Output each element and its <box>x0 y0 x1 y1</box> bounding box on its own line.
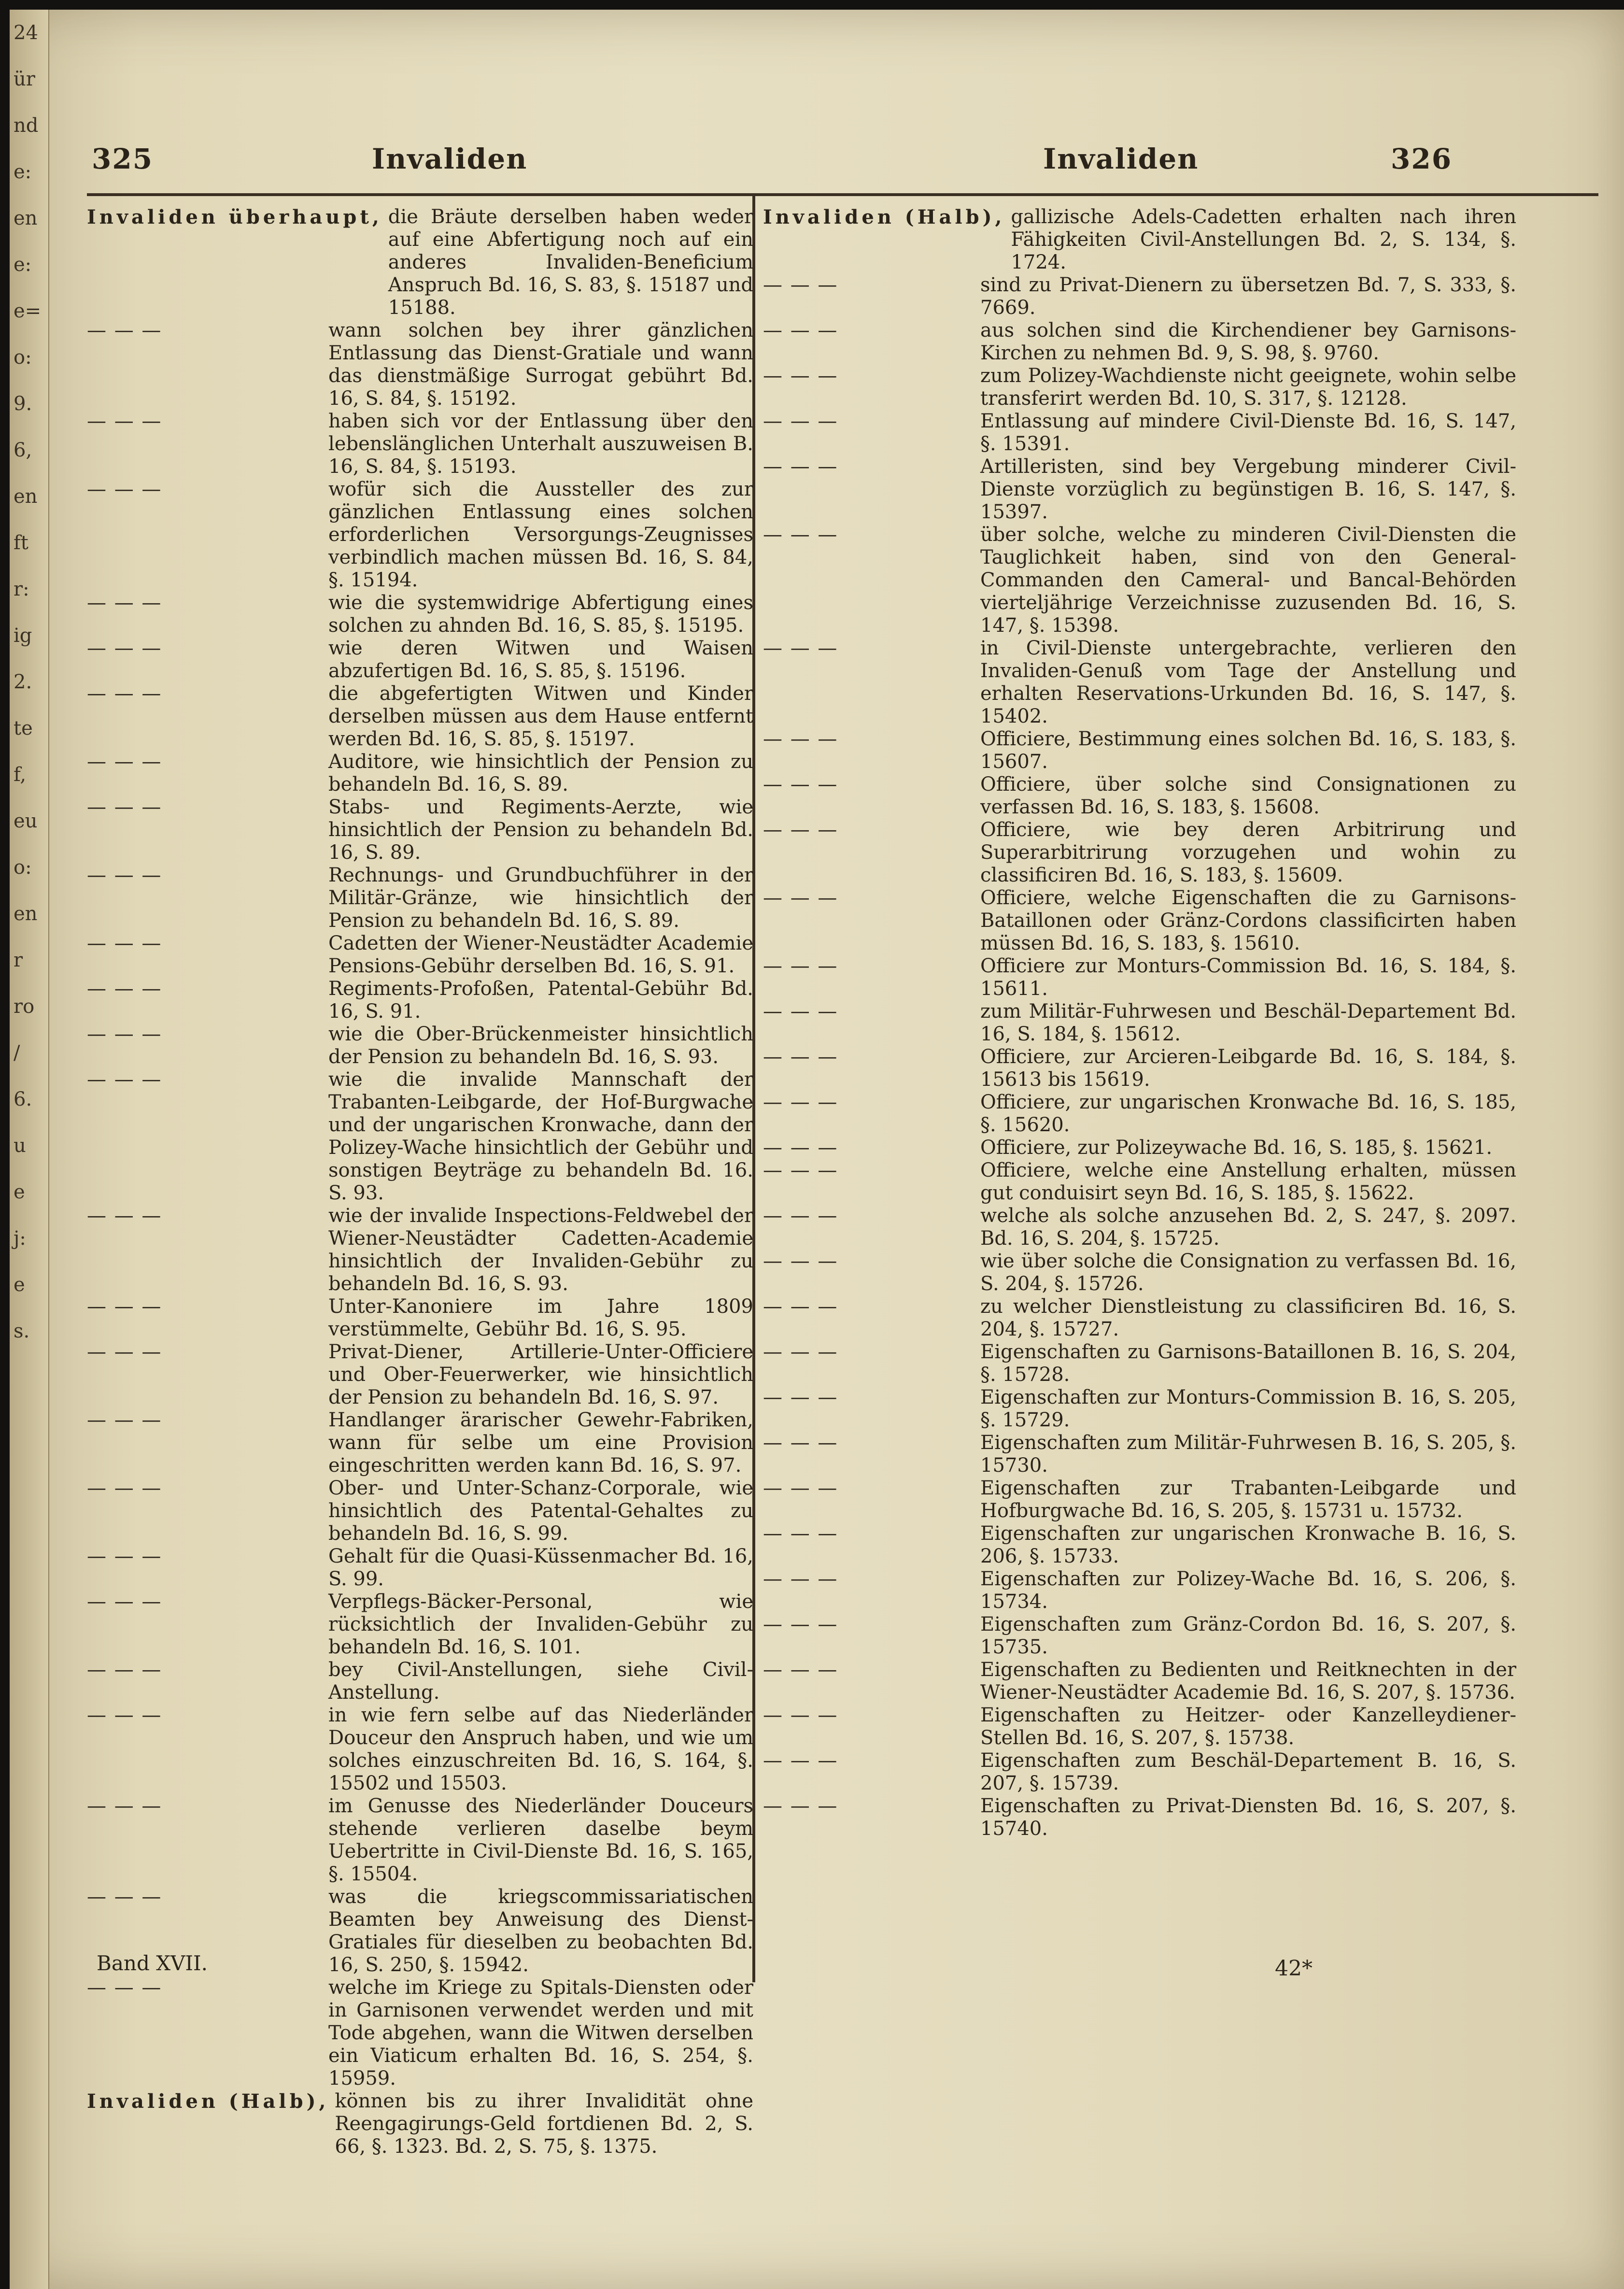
index-entry <box>763 1477 1516 1522</box>
ditto-dash: — — — <box>763 524 838 546</box>
ditto-dash: — — — <box>87 1886 162 1908</box>
entry-text: Officiere, Bestimmung eines solchen Bd. 16, S. 183, §. 15607. <box>980 728 1516 773</box>
index-entry <box>87 592 753 637</box>
entry-heading: Invaliden überhaupt, <box>87 206 382 228</box>
index-entry <box>763 1432 1516 1477</box>
ditto-dash: — — — <box>763 1704 838 1726</box>
ditto-dash: — — — <box>87 478 162 500</box>
entry-text: die abgefertigten Witwen und Kinder derselben müssen aus dem Hause entfernt werden Bd. 16, S. 85, §. 15197. <box>328 682 753 750</box>
entry-text: Officiere, zur ungarischen Kronwache Bd. 16, S. 185, §. 15620. <box>980 1091 1516 1136</box>
entry-text: Officiere zur Monturs-Commission Bd. 16, S. 184, §. 15611. <box>980 955 1516 1000</box>
entry-text: wie die systemwidrige Abfertigung eines solchen zu ahnden Bd. 16, S. 85, §. 15195. <box>328 592 753 637</box>
ditto-dash: — — — <box>87 1341 162 1363</box>
ditto-dash: — — — <box>87 1068 162 1091</box>
index-entry <box>763 1749 1516 1795</box>
previous-page-fragment: s. <box>14 1320 30 1342</box>
ditto-dash: — — — <box>87 1795 162 1817</box>
ditto-dash: — — — <box>763 1613 838 1635</box>
ditto-dash: — — — <box>763 1137 838 1159</box>
ditto-dash: — — — <box>87 1704 162 1726</box>
index-entry <box>87 796 753 864</box>
previous-page-fragment: e: <box>14 254 32 276</box>
index-entry <box>87 978 753 1023</box>
entry-text: Cadetten der Wiener-Neustädter Academie Pensions-Gebühr derselben Bd. 16, S. 91. <box>328 932 753 977</box>
previous-page-fragment: ür <box>14 68 35 90</box>
entry-text: im Genusse des Niederländer Douceurs stehende verlieren daselbe beym Uebertritte in Civil-Dienste Bd. 16, S. 165, §. 15504. <box>328 1795 753 1885</box>
previous-page-fragment: f, <box>14 764 27 786</box>
header-rule <box>87 193 1598 196</box>
ditto-dash: — — — <box>763 1091 838 1113</box>
index-entry <box>87 478 753 592</box>
index-entry <box>87 1591 753 1659</box>
index-entry <box>763 1205 1516 1250</box>
ditto-dash: — — — <box>763 410 838 432</box>
left-page-number: 325 <box>92 142 154 175</box>
ditto-dash: — — — <box>763 887 838 909</box>
entry-text: Regiments-Profoßen, Patental-Gebühr Bd. 16, S. 91. <box>328 978 753 1023</box>
previous-page-fragment: eu <box>14 810 38 832</box>
entry-text: wie der invalide Inspections-Feldwebel der Wiener-Neustädter Cadetten-Academie hinsichtlich der Invaliden-Gebühr zu behandeln Bd. 16, S. 93. <box>328 1205 753 1295</box>
entry-text: Eigenschaften zu Garnisons-Bataillonen B. 16, S. 204, §. 15728. <box>980 1341 1516 1386</box>
index-entry <box>87 206 753 319</box>
index-entry <box>87 751 753 796</box>
index-entry <box>87 1023 753 1068</box>
entry-text: Officiere, über solche sind Consignationen zu verfassen Bd. 16, S. 183, §. 15608. <box>980 773 1516 818</box>
entry-text: Eigenschaften zu Heitzer- oder Kanzelleydiener-Stellen Bd. 16, S. 207, §. 15738. <box>980 1704 1516 1749</box>
signature-mark: 42* <box>1275 1956 1313 1981</box>
index-entry <box>763 274 1516 319</box>
entry-text: wie die invalide Mannschaft der Trabanten-Leibgarde, der Hof-Burgwache und der ungarischen Kronwache, dann der Polizey-Wache hinsichtlich der Gebühr und sonstigen Beyträge zu behandeln Bd. 16. S. 93. <box>328 1068 753 1204</box>
previous-page-fragment: en <box>14 903 38 925</box>
entry-text: Eigenschaften zur Trabanten-Leibgarde und Hofburgwache Bd. 16, S. 205, §. 15731 u. 15732. <box>980 1477 1516 1522</box>
index-entry <box>763 1568 1516 1613</box>
index-entry <box>763 1046 1516 1091</box>
index-entry <box>763 1250 1516 1295</box>
index-entry <box>763 1613 1516 1659</box>
entry-text: wie über solche die Consignation zu verfassen Bd. 16, S. 204, §. 15726. <box>980 1250 1516 1295</box>
index-entry <box>763 1659 1516 1704</box>
entry-text: Auditore, wie hinsichtlich der Pension zu behandeln Bd. 16, S. 89. <box>328 751 753 796</box>
ditto-dash: — — — <box>763 1432 838 1454</box>
ditto-dash: — — — <box>87 1477 162 1499</box>
right-page-number: 326 <box>1391 142 1453 175</box>
ditto-dash: — — — <box>87 932 162 954</box>
ditto-dash: — — — <box>763 1659 838 1681</box>
index-entry <box>87 1704 753 1795</box>
entry-text: Ober- und Unter-Schanz-Corporale, wie hinsichtlich des Patental-Gehaltes zu behandeln Bd. 16, S. 99. <box>328 1477 753 1545</box>
ditto-dash: — — — <box>763 1522 838 1545</box>
previous-page-fragment: nd <box>14 114 39 137</box>
entry-text: die Bräute derselben haben weder auf eine Abfertigung noch auf ein anderes Invaliden-Beneficium Anspruch Bd. 16, S. 83, §. 15187 und 15188. <box>388 206 753 319</box>
entry-text: Entlassung auf mindere Civil-Dienste Bd. 16, S. 147, §. 15391. <box>980 410 1516 455</box>
ditto-dash: — — — <box>763 1341 838 1363</box>
previous-page-edge <box>10 10 49 2289</box>
index-entry <box>87 1477 753 1545</box>
index-entry <box>87 410 753 478</box>
entry-text: gallizische Adels-Cadetten erhalten nach ihren Fähigkeiten Civil-Anstellungen Bd. 2, S. 134, §. 1724. <box>1011 206 1516 273</box>
index-entry <box>763 455 1516 524</box>
index-entry <box>87 1341 753 1409</box>
index-entry <box>763 206 1516 274</box>
previous-page-fragment: u <box>14 1135 26 1157</box>
left-running-title: Invaliden <box>372 142 528 175</box>
index-entry <box>763 637 1516 728</box>
ditto-dash: — — — <box>87 864 162 886</box>
ditto-dash: — — — <box>87 1023 162 1045</box>
ditto-dash: — — — <box>763 1568 838 1590</box>
previous-page-fragment: ro <box>14 995 35 1018</box>
ditto-dash: — — — <box>763 1159 838 1181</box>
entry-text: zum Militär-Fuhrwesen und Beschäl-Departement Bd. 16, S. 184, §. 15612. <box>980 1000 1516 1045</box>
entry-text: in wie fern selbe auf das Niederländer Douceur den Anspruch haben, und wie um solches einzuschreiten Bd. 16, S. 164, §. 15502 und 15503. <box>328 1704 753 1794</box>
index-entry <box>763 1522 1516 1568</box>
index-entry <box>763 819 1516 887</box>
previous-page-fragment: e= <box>14 300 42 322</box>
ditto-dash: — — — <box>763 1477 838 1499</box>
entry-text: Eigenschaften zur Polizey-Wache Bd. 16, S. 206, §. 15734. <box>980 1568 1516 1613</box>
entry-text: über solche, welche zu minderen Civil-Diensten die Tauglichkeit haben, sind von den General-Commanden den Cameral- und Bancal-Behörden vierteljährige Verzeichnisse zuzusenden Bd. 16, S. 147, §. 15398. <box>980 524 1516 637</box>
index-entry <box>763 319 1516 365</box>
entry-text: zum Polizey-Wachdienste nicht geeignete, wohin selbe transferirt werden Bd. 10, S. 317, §. 12128. <box>980 365 1516 410</box>
entry-text: Stabs- und Regiments-Aerzte, wie hinsichtlich der Pension zu behandeln Bd. 16, S. 89. <box>328 796 753 864</box>
ditto-dash: — — — <box>87 1295 162 1318</box>
ditto-dash: — — — <box>763 637 838 659</box>
previous-page-fragment: r: <box>14 578 29 600</box>
entry-text: Eigenschaften zu Privat-Diensten Bd. 16, S. 207, §. 15740. <box>980 1795 1516 1840</box>
entry-text: Gehalt für die Quasi-Küssenmacher Bd. 16, S. 99. <box>328 1545 753 1590</box>
ditto-dash: — — — <box>763 455 838 478</box>
entry-heading: Invaliden (Halb), <box>763 206 1005 228</box>
index-entry <box>763 365 1516 410</box>
index-entry <box>87 637 753 682</box>
index-entry <box>87 319 753 410</box>
entry-text: aus solchen sind die Kirchendiener bey Garnisons-Kirchen zu nehmen Bd. 9, S. 98, §. 9760. <box>980 319 1516 364</box>
previous-page-fragment: 6, <box>14 439 32 461</box>
index-entry <box>763 887 1516 955</box>
ditto-dash: — — — <box>763 274 838 296</box>
index-entry <box>87 932 753 978</box>
entry-text: Handlanger ärarischer Gewehr-Fabriken, wann für selbe um eine Provision eingeschritten werden kann Bd. 16, S. 97. <box>328 1409 753 1477</box>
previous-page-fragment: te <box>14 717 33 739</box>
entry-text: haben sich vor der Entlassung über den lebenslänglichen Unterhalt auszuweisen B. 16, S. 84, §. 15193. <box>328 410 753 478</box>
entry-text: Officiere, wie bey deren Arbitrirung und Superarbitrirung vorzugehen und wohin zu classificiren Bd. 16, S. 183, §. 15609. <box>980 819 1516 886</box>
entry-text: Verpflegs-Bäcker-Personal, wie rücksichtlich der Invaliden-Gebühr zu behandeln Bd. 16, S. 101. <box>328 1591 753 1658</box>
index-page <box>68 19 1613 2270</box>
index-entry <box>763 1000 1516 1046</box>
previous-page-fragment: j: <box>14 1227 26 1250</box>
index-entry <box>87 1659 753 1704</box>
index-entry <box>87 1795 753 1886</box>
index-entry <box>763 773 1516 819</box>
ditto-dash: — — — <box>87 1205 162 1227</box>
entry-text: Eigenschaften zum Militär-Fuhrwesen B. 16, S. 205, §. 15730. <box>980 1432 1516 1477</box>
entry-text: Eigenschaften zum Gränz-Cordon Bd. 16, S. 207, §. 15735. <box>980 1613 1516 1658</box>
entry-text: Officiere, welche eine Anstellung erhalten, müssen gut conduisirt seyn Bd. 16, S. 185, §. 15622. <box>980 1159 1516 1204</box>
index-entry <box>763 728 1516 773</box>
ditto-dash: — — — <box>763 1000 838 1023</box>
previous-page-fragment: o: <box>14 346 32 369</box>
previous-page-fragment: 6. <box>14 1088 32 1110</box>
ditto-dash: — — — <box>763 1046 838 1068</box>
entry-text: können bis zu ihrer Invalidität ohne Reengagirungs-Geld fortdienen Bd. 2, S. 66, §. 1323. Bd. 2, S. 75, §. 1375. <box>335 2090 753 2158</box>
ditto-dash: — — — <box>87 1409 162 1431</box>
entry-text: Officiere, welche Eigenschaften die zu Garnisons-Bataillonen oder Gränz-Cordons classificirten haben müssen Bd. 16, S. 183, §. 15610. <box>980 887 1516 954</box>
entry-text: Unter-Kanoniere im Jahre 1809 verstümmelte, Gebühr Bd. 16, S. 95. <box>328 1295 753 1340</box>
ditto-dash: — — — <box>763 728 838 750</box>
entry-text: welche als solche anzusehen Bd. 2, S. 247, §. 2097. Bd. 16, S. 204, §. 15725. <box>980 1205 1516 1250</box>
previous-page-fragment: e <box>14 1274 25 1296</box>
ditto-dash: — — — <box>87 592 162 614</box>
entry-text: Eigenschaften zu Bedienten und Reitknechten in der Wiener-Neustädter Academie Bd. 16, S. 207, §. 15736. <box>980 1659 1516 1704</box>
previous-page-fragment: ft <box>14 532 28 554</box>
previous-page-fragment: 2. <box>14 671 32 693</box>
index-entry <box>87 864 753 932</box>
entry-heading: Invaliden (Halb), <box>87 2090 329 2113</box>
index-entry <box>87 1295 753 1341</box>
ditto-dash: — — — <box>87 1659 162 1681</box>
index-entry <box>87 1976 753 2090</box>
previous-page-fragment: en <box>14 485 38 508</box>
ditto-dash: — — — <box>87 319 162 341</box>
ditto-dash: — — — <box>763 773 838 796</box>
previous-page-fragment: o: <box>14 856 32 879</box>
entry-text: wann solchen bey ihrer gänzlichen Entlassung das Dienst-Gratiale und wann das dienstmäßige Surrogat gebührt Bd. 16, S. 84, §. 15192. <box>328 319 753 410</box>
previous-page-fragment: / <box>14 1042 20 1064</box>
index-entry <box>763 1386 1516 1432</box>
entry-text: Privat-Diener, Artillerie-Unter-Officiere und Ober-Feuerwerker, wie hinsichtlich der Pension zu behandeln Bd. 16, S. 97. <box>328 1341 753 1408</box>
entry-text: Eigenschaften zum Beschäl-Departement B. 16, S. 207, §. 15739. <box>980 1749 1516 1794</box>
index-entry <box>763 410 1516 455</box>
index-entry <box>87 2090 753 2158</box>
index-entry <box>763 955 1516 1000</box>
index-entry <box>87 1068 753 1205</box>
entry-text: Officiere, zur Polizeywache Bd. 16, S. 185, §. 15621. <box>980 1137 1493 1159</box>
ditto-dash: — — — <box>87 796 162 818</box>
entry-text: wofür sich die Aussteller des zur gänzlichen Entlassung eines solchen erforderlichen Versorgungs-Zeugnisses verbindlich machen müssen Bd. 16, S. 84, §. 15194. <box>328 478 753 591</box>
ditto-dash: — — — <box>763 1386 838 1408</box>
ditto-dash: — — — <box>763 365 838 387</box>
ditto-dash: — — — <box>87 1976 162 1999</box>
entry-text: sind zu Privat-Dienern zu übersetzen Bd. 7, S. 333, §. 7669. <box>980 274 1516 319</box>
entry-text: wie deren Witwen und Waisen abzufertigen Bd. 16, S. 85, §. 15196. <box>328 637 753 682</box>
ditto-dash: — — — <box>763 319 838 341</box>
entry-text: in Civil-Dienste untergebrachte, verlieren den Invaliden-Genuß vom Tage der Anstellung und erhalten Reservations-Urkunden Bd. 16, S. 147, §. 15402. <box>980 637 1516 727</box>
index-entry <box>763 1295 1516 1341</box>
index-entry <box>763 1091 1516 1137</box>
volume-label: Band XVII. <box>97 1951 208 1975</box>
previous-page-fragment: 9. <box>14 393 32 415</box>
ditto-dash: — — — <box>763 1250 838 1272</box>
ditto-dash: — — — <box>763 1795 838 1817</box>
left-column <box>87 206 753 2158</box>
index-entry <box>87 1409 753 1477</box>
ditto-dash: — — — <box>87 1545 162 1567</box>
ditto-dash: — — — <box>763 1205 838 1227</box>
entry-text: zu welcher Dienstleistung zu classificiren Bd. 16, S. 204, §. 15727. <box>980 1295 1516 1340</box>
entry-text: bey Civil-Anstellungen, siehe Civil-Anstellung. <box>328 1659 753 1704</box>
previous-page-fragment: e <box>14 1181 25 1203</box>
entry-text: Officiere, zur Arcieren-Leibgarde Bd. 16, S. 184, §. 15613 bis 15619. <box>980 1046 1516 1091</box>
index-entry <box>763 1137 1516 1159</box>
entry-text: Eigenschaften zur Monturs-Commission B. 16, S. 205, §. 15729. <box>980 1386 1516 1431</box>
entry-text: Artilleristen, sind bey Vergebung minderer Civil-Dienste vorzüglich zu begünstigen B. 16, S. 147, §. 15397. <box>980 455 1516 523</box>
index-entry <box>763 524 1516 637</box>
ditto-dash: — — — <box>87 1591 162 1613</box>
ditto-dash: — — — <box>87 682 162 705</box>
ditto-dash: — — — <box>87 410 162 432</box>
index-entry <box>763 1704 1516 1749</box>
right-column <box>763 206 1516 1840</box>
previous-page-fragment: 24 <box>14 22 38 44</box>
entry-text: was die kriegscommissariatischen Beamten bey Anweisung des Dienst-Gratiales für dieselben zu beobachten Bd. 16, S. 250, §. 15942. <box>328 1886 753 1976</box>
ditto-dash: — — — <box>763 819 838 841</box>
entry-text: Eigenschaften zur ungarischen Kronwache B. 16, S. 206, §. 15733. <box>980 1522 1516 1567</box>
right-running-title: Invaliden <box>1043 142 1199 175</box>
previous-page-fragment: r <box>14 949 23 971</box>
index-entry <box>87 1545 753 1591</box>
entry-text: wie die Ober-Brückenmeister hinsichtlich der Pension zu behandeln Bd. 16, S. 93. <box>328 1023 753 1068</box>
previous-page-fragment: ig <box>14 625 32 647</box>
ditto-dash: — — — <box>763 1749 838 1772</box>
entry-text: welche im Kriege zu Spitals-Diensten oder in Garnisonen verwendet werden und mit Tode abgehen, wann die Witwen derselben ein Viaticum erhalten Bd. 16, S. 254, §. 15959. <box>328 1976 753 2090</box>
previous-page-fragment: e: <box>14 161 32 183</box>
index-entry <box>763 1159 1516 1205</box>
ditto-dash: — — — <box>87 637 162 659</box>
index-entry <box>87 682 753 751</box>
index-entry <box>763 1795 1516 1840</box>
ditto-dash: — — — <box>763 1295 838 1318</box>
ditto-dash: — — — <box>87 751 162 773</box>
ditto-dash: — — — <box>763 955 838 977</box>
ditto-dash: — — — <box>87 978 162 1000</box>
entry-text: Rechnungs- und Grundbuchführer in der Militär-Gränze, wie hinsichtlich der Pension zu behandeln Bd. 16, S. 89. <box>328 864 753 932</box>
index-entry <box>763 1341 1516 1386</box>
previous-page-fragment: en <box>14 207 38 229</box>
index-entry <box>87 1205 753 1295</box>
